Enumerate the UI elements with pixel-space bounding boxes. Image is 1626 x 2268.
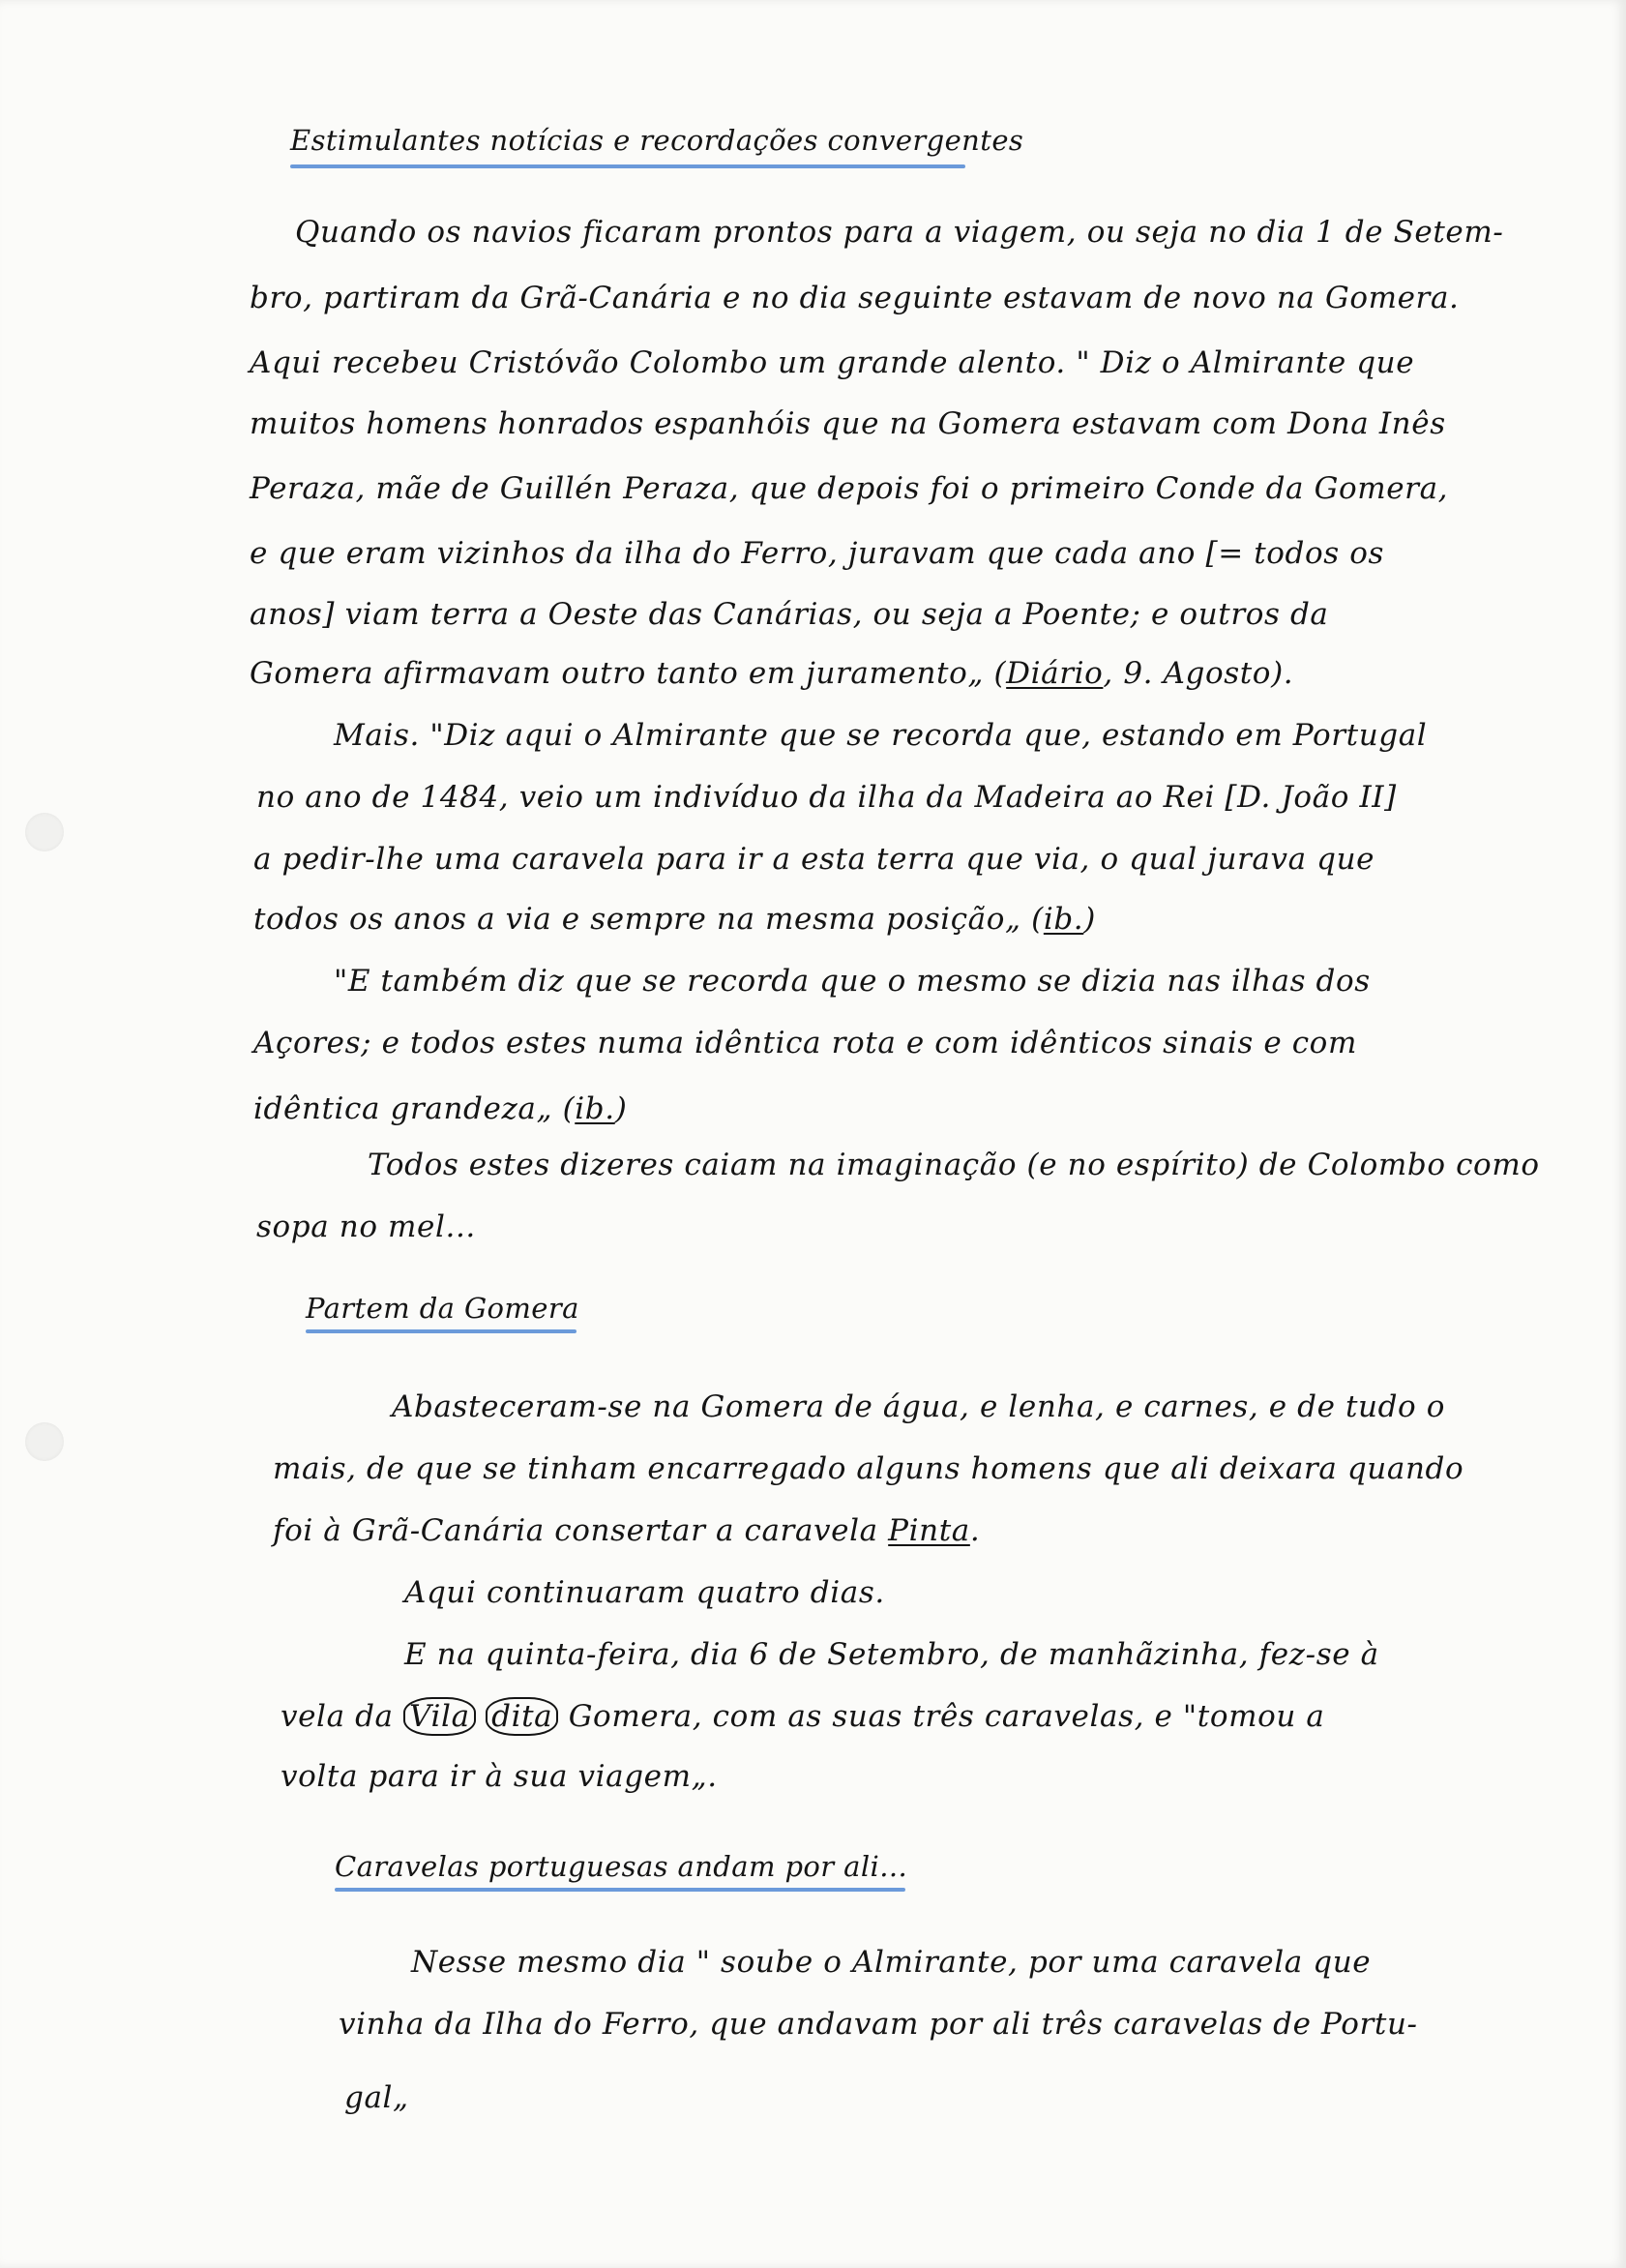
text-line: Abasteceram-se na Gomera de água, e lenha, e carnes, e de tudo o <box>392 1389 1446 1424</box>
underlined-word: ib. <box>575 1091 615 1126</box>
text-line: Aqui recebeu Cristóvão Colombo um grande alento. " Diz o Almirante que <box>250 345 1415 380</box>
text-line: Nesse mesmo dia " soube o Almirante, por uma caravela que <box>411 1945 1372 1980</box>
heading-estimulantes: Estimulantes notícias e recordações convergentes <box>290 124 1024 157</box>
text-line: vela da Vila dita Gomera, com as suas três caravelas, e "tomou a <box>281 1699 1325 1734</box>
text-line: Todos estes dizeres caiam na imaginação (e no espírito) de Colombo como <box>368 1148 1540 1182</box>
text-line: Aqui continuaram quatro dias. <box>404 1575 885 1610</box>
text-line: E na quinta-feira, dia 6 de Setembro, de manhãzinha, fez-se à <box>404 1637 1379 1672</box>
text-line: sopa no mel... <box>256 1209 476 1244</box>
text-line: mais, de que se tinham encarregado alguns homens que ali deixara quando <box>273 1451 1464 1486</box>
text-line: Gomera afirmavam outro tanto em juramento„ (Diário, 9. Agosto). <box>250 656 1294 691</box>
underlined-word: ib. <box>1043 902 1084 937</box>
punch-hole-mark <box>25 1422 64 1461</box>
underlined-word: Diário <box>1006 656 1104 691</box>
text-line: Mais. "Diz aqui o Almirante que se recorda que, estando em Portugal <box>334 718 1428 753</box>
text-line: todos os anos a via e sempre na mesma posição„ (ib.) <box>253 902 1096 937</box>
text-line: volta para ir à sua viagem„. <box>281 1759 718 1794</box>
text-line: a pedir-lhe uma caravela para ir a esta terra que via, o qual jurava que <box>253 842 1375 877</box>
heading-partem-da-gomera: Partem da Gomera <box>306 1292 579 1325</box>
text-line: anos] viam terra a Oeste das Canárias, ou seja a Poente; e outros da <box>250 597 1329 632</box>
circled-word: Vila <box>403 1697 476 1736</box>
text-line: vinha da Ilha do Ferro, que andavam por ali três caravelas de Portu- <box>339 2007 1418 2042</box>
punch-hole-mark <box>25 813 64 851</box>
text-line: Peraza, mãe de Guillén Peraza, que depois foi o primeiro Conde da Gomera, <box>250 471 1449 506</box>
heading-underline <box>290 164 965 168</box>
text-line: "E também diz que se recorda que o mesmo se dizia nas ilhas dos <box>334 964 1371 999</box>
text-line: foi à Grã-Canária consertar a caravela Pinta. <box>273 1513 981 1548</box>
text-line: Açores; e todos estes numa idêntica rota e com idênticos sinais e com <box>253 1026 1357 1060</box>
text-line: e que eram vizinhos da ilha do Ferro, juravam que cada ano [= todos os <box>250 536 1384 571</box>
heading-underline <box>306 1329 576 1333</box>
text-line: Quando os navios ficaram prontos para a viagem, ou seja no dia 1 de Setem- <box>295 215 1504 250</box>
text-line: idêntica grandeza„ (ib.) <box>253 1091 628 1126</box>
underlined-word: Pinta <box>888 1513 970 1548</box>
text-line: bro, partiram da Grã-Canária e no dia seguinte estavam de novo na Gomera. <box>250 281 1460 315</box>
text-line: no ano de 1484, veio um indivíduo da ilha da Madeira ao Rei [D. João II] <box>256 780 1397 815</box>
text-line: gal„ <box>344 2080 409 2115</box>
text-line: muitos homens honrados espanhóis que na Gomera estavam com Dona Inês <box>250 406 1446 441</box>
circled-word: dita <box>486 1697 558 1736</box>
heading-caravelas-portuguesas: Caravelas portuguesas andam por ali... <box>335 1850 908 1883</box>
heading-underline <box>335 1888 905 1892</box>
